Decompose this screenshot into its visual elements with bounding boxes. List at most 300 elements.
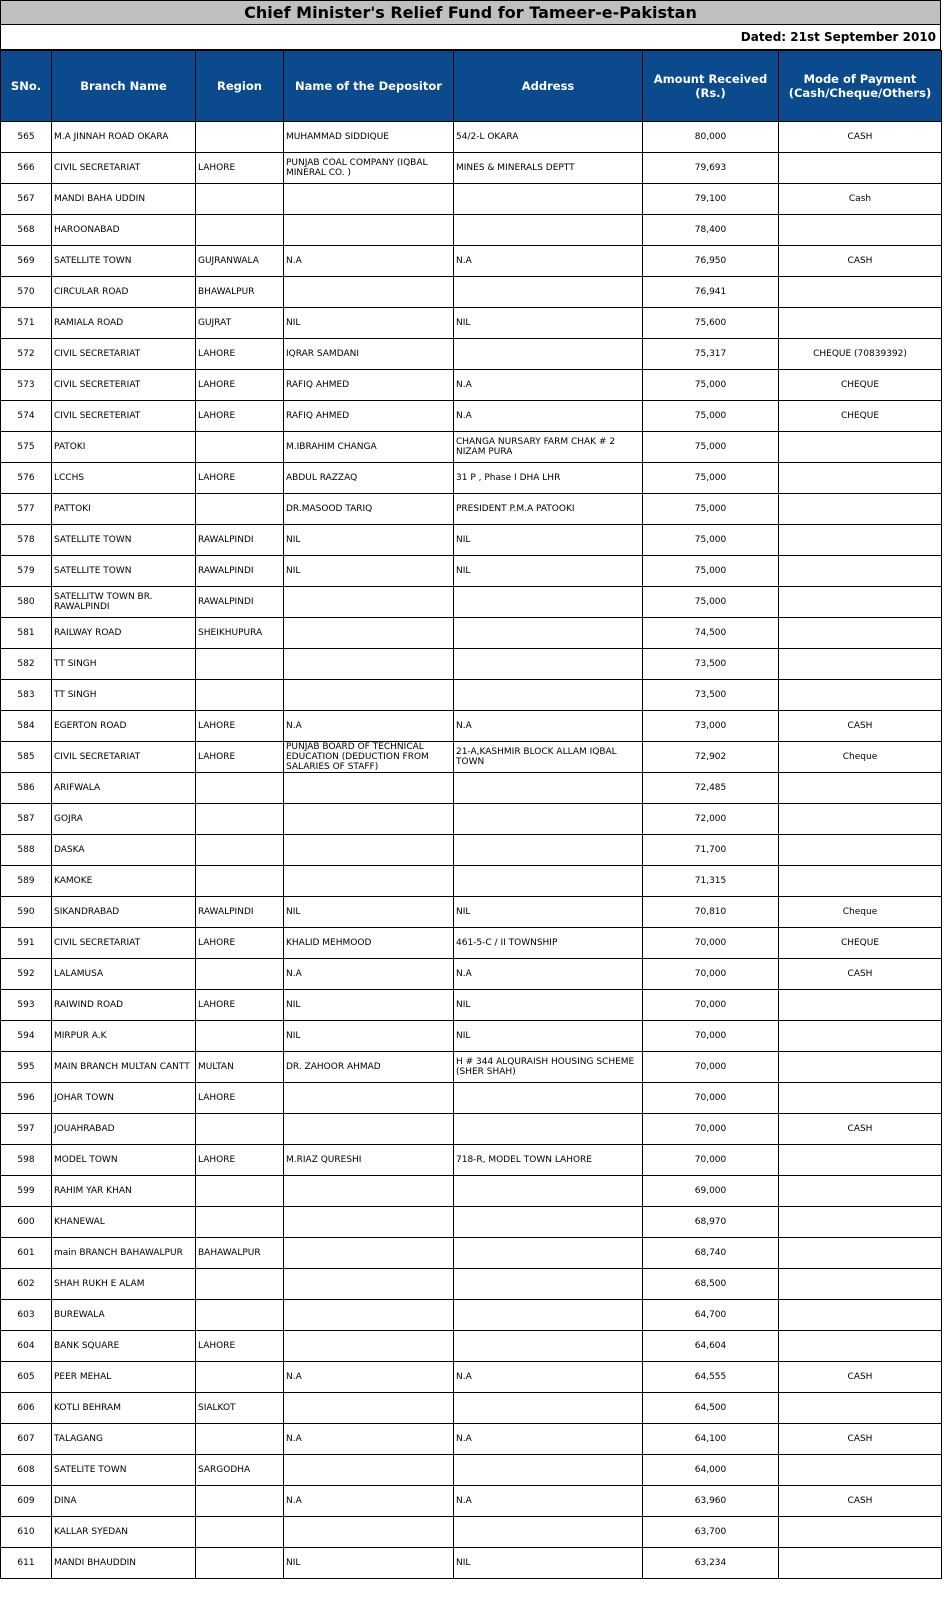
cell-depositor bbox=[284, 1176, 454, 1207]
cell-region: RAWALPINDI bbox=[196, 556, 284, 587]
cell-mode-of-payment: CHEQUE bbox=[779, 370, 942, 401]
cell-region: LAHORE bbox=[196, 928, 284, 959]
cell-amount: 70,000 bbox=[643, 1114, 779, 1145]
cell-sno: 596 bbox=[1, 1083, 52, 1114]
cell-depositor: NIL bbox=[284, 897, 454, 928]
cell-depositor: DR.MASOOD TARIQ bbox=[284, 494, 454, 525]
table-row bbox=[1, 1052, 942, 1083]
table-row bbox=[1, 1207, 942, 1238]
cell-depositor: NIL bbox=[284, 308, 454, 339]
cell-region: GUJRAT bbox=[196, 308, 284, 339]
cell-branch-name: SATELITE TOWN bbox=[52, 1455, 196, 1486]
table-row bbox=[1, 897, 942, 928]
cell-depositor bbox=[284, 866, 454, 897]
table-row bbox=[1, 1238, 942, 1269]
cell-amount: 63,960 bbox=[643, 1486, 779, 1517]
cell-depositor bbox=[284, 618, 454, 649]
table-row bbox=[1, 1176, 942, 1207]
cell-region bbox=[196, 184, 284, 215]
cell-address bbox=[454, 1176, 643, 1207]
header-address: Address bbox=[454, 51, 643, 122]
table-row bbox=[1, 680, 942, 711]
cell-sno: 609 bbox=[1, 1486, 52, 1517]
cell-branch-name: CIVIL SECRETARIAT bbox=[52, 928, 196, 959]
cell-sno: 605 bbox=[1, 1362, 52, 1393]
cell-region: LAHORE bbox=[196, 1145, 284, 1176]
cell-sno: 590 bbox=[1, 897, 52, 928]
cell-mode-of-payment bbox=[779, 587, 942, 618]
cell-mode-of-payment: CHEQUE (70839392) bbox=[779, 339, 942, 370]
cell-amount: 69,000 bbox=[643, 1176, 779, 1207]
cell-mode-of-payment: CASH bbox=[779, 1114, 942, 1145]
header-mode bbox=[779, 51, 942, 122]
table-row bbox=[1, 866, 942, 897]
cell-depositor: KHALID MEHMOOD bbox=[284, 928, 454, 959]
cell-region: SHEIKHUPURA bbox=[196, 618, 284, 649]
cell-branch-name: main BRANCH BAHAWALPUR bbox=[52, 1238, 196, 1269]
cell-amount: 76,950 bbox=[643, 246, 779, 277]
cell-region: LAHORE bbox=[196, 370, 284, 401]
cell-address bbox=[454, 1269, 643, 1300]
cell-branch-name: SATELLITW TOWN BR. RAWALPINDI bbox=[52, 587, 196, 618]
cell-mode-of-payment: CASH bbox=[779, 246, 942, 277]
cell-depositor bbox=[284, 1207, 454, 1238]
cell-region bbox=[196, 1207, 284, 1238]
cell-mode-of-payment bbox=[779, 1517, 942, 1548]
cell-depositor bbox=[284, 1083, 454, 1114]
cell-branch-name: PATTOKI bbox=[52, 494, 196, 525]
cell-branch-name: KALLAR SYEDAN bbox=[52, 1517, 196, 1548]
cell-address: 461-5-C / II TOWNSHIP bbox=[454, 928, 643, 959]
cell-address: PRESIDENT P.M.A PATOOKI bbox=[454, 494, 643, 525]
cell-sno: 594 bbox=[1, 1021, 52, 1052]
cell-amount: 70,000 bbox=[643, 959, 779, 990]
table-row bbox=[1, 432, 942, 463]
cell-depositor bbox=[284, 215, 454, 246]
cell-address bbox=[454, 1393, 643, 1424]
table-row bbox=[1, 711, 942, 742]
cell-sno: 581 bbox=[1, 618, 52, 649]
cell-depositor bbox=[284, 1455, 454, 1486]
cell-mode-of-payment bbox=[779, 1021, 942, 1052]
cell-region: BAHAWALPUR bbox=[196, 1238, 284, 1269]
cell-sno: 576 bbox=[1, 463, 52, 494]
cell-region: BHAWALPUR bbox=[196, 277, 284, 308]
cell-sno: 568 bbox=[1, 215, 52, 246]
cell-depositor bbox=[284, 277, 454, 308]
cell-region bbox=[196, 1176, 284, 1207]
cell-sno: 598 bbox=[1, 1145, 52, 1176]
cell-region: RAWALPINDI bbox=[196, 587, 284, 618]
cell-branch-name: JOHAR TOWN bbox=[52, 1083, 196, 1114]
cell-amount: 71,315 bbox=[643, 866, 779, 897]
cell-depositor: RAFIQ AHMED bbox=[284, 370, 454, 401]
table-row bbox=[1, 215, 942, 246]
cell-address: N.A bbox=[454, 711, 643, 742]
cell-depositor bbox=[284, 1331, 454, 1362]
cell-mode-of-payment: CASH bbox=[779, 1424, 942, 1455]
cell-amount: 73,000 bbox=[643, 711, 779, 742]
cell-depositor bbox=[284, 1393, 454, 1424]
table-row bbox=[1, 990, 942, 1021]
cell-mode-of-payment bbox=[779, 990, 942, 1021]
cell-region bbox=[196, 1021, 284, 1052]
cell-region: LAHORE bbox=[196, 711, 284, 742]
cell-branch-name: SATELLITE TOWN bbox=[52, 556, 196, 587]
cell-sno: 591 bbox=[1, 928, 52, 959]
table-row bbox=[1, 649, 942, 680]
cell-depositor bbox=[284, 1517, 454, 1548]
cell-region bbox=[196, 835, 284, 866]
table-row bbox=[1, 1269, 942, 1300]
cell-address bbox=[454, 1455, 643, 1486]
cell-depositor: N.A bbox=[284, 959, 454, 990]
cell-mode-of-payment bbox=[779, 1455, 942, 1486]
table-row bbox=[1, 587, 942, 618]
cell-region: LAHORE bbox=[196, 463, 284, 494]
cell-branch-name: SHAH RUKH E ALAM bbox=[52, 1269, 196, 1300]
cell-amount: 74,500 bbox=[643, 618, 779, 649]
cell-address bbox=[454, 649, 643, 680]
cell-mode-of-payment bbox=[779, 1300, 942, 1331]
cell-branch-name: CIVIL SECRETERIAT bbox=[52, 401, 196, 432]
cell-address bbox=[454, 773, 643, 804]
cell-mode-of-payment bbox=[779, 804, 942, 835]
cell-mode-of-payment bbox=[779, 1207, 942, 1238]
cell-amount: 70,000 bbox=[643, 1052, 779, 1083]
cell-mode-of-payment bbox=[779, 1393, 942, 1424]
cell-address: NIL bbox=[454, 990, 643, 1021]
cell-branch-name: LCCHS bbox=[52, 463, 196, 494]
table-row bbox=[1, 1145, 942, 1176]
cell-branch-name: CIVIL SECRETARIAT bbox=[52, 153, 196, 184]
cell-address bbox=[454, 680, 643, 711]
cell-amount: 79,100 bbox=[643, 184, 779, 215]
cell-mode-of-payment bbox=[779, 1176, 942, 1207]
cell-sno: 607 bbox=[1, 1424, 52, 1455]
cell-depositor bbox=[284, 835, 454, 866]
cell-address bbox=[454, 1517, 643, 1548]
cell-mode-of-payment: CASH bbox=[779, 1362, 942, 1393]
cell-depositor bbox=[284, 1269, 454, 1300]
cell-amount: 75,000 bbox=[643, 494, 779, 525]
cell-depositor: NIL bbox=[284, 525, 454, 556]
cell-mode-of-payment: CHEQUE bbox=[779, 928, 942, 959]
cell-mode-of-payment bbox=[779, 556, 942, 587]
cell-amount: 70,000 bbox=[643, 1021, 779, 1052]
cell-address bbox=[454, 835, 643, 866]
cell-depositor: NIL bbox=[284, 556, 454, 587]
cell-address: MINES & MINERALS DEPTT bbox=[454, 153, 643, 184]
table-row bbox=[1, 277, 942, 308]
cell-sno: 586 bbox=[1, 773, 52, 804]
cell-sno: 597 bbox=[1, 1114, 52, 1145]
cell-depositor bbox=[284, 184, 454, 215]
cell-amount: 70,810 bbox=[643, 897, 779, 928]
cell-branch-name: TT SINGH bbox=[52, 680, 196, 711]
dated-label: Dated: 21st September 2010 bbox=[740, 30, 936, 44]
cell-mode-of-payment bbox=[779, 277, 942, 308]
cell-depositor: PUNJAB COAL COMPANY (IQBAL MINERAL CO. ) bbox=[284, 153, 454, 184]
table-row bbox=[1, 1517, 942, 1548]
table-row bbox=[1, 742, 942, 773]
cell-depositor: N.A bbox=[284, 246, 454, 277]
cell-branch-name: HAROONABAD bbox=[52, 215, 196, 246]
cell-amount: 75,000 bbox=[643, 556, 779, 587]
cell-branch-name: BUREWALA bbox=[52, 1300, 196, 1331]
cell-sno: 575 bbox=[1, 432, 52, 463]
cell-region bbox=[196, 1300, 284, 1331]
cell-depositor bbox=[284, 804, 454, 835]
cell-region: LAHORE bbox=[196, 742, 284, 773]
cell-depositor: MUHAMMAD SIDDIQUE bbox=[284, 122, 454, 153]
date-bar bbox=[0, 24, 941, 50]
cell-address bbox=[454, 184, 643, 215]
cell-region: RAWALPINDI bbox=[196, 525, 284, 556]
cell-branch-name: RAIWIND ROAD bbox=[52, 990, 196, 1021]
table-row bbox=[1, 463, 942, 494]
table-header-row bbox=[1, 51, 942, 122]
cell-amount: 64,500 bbox=[643, 1393, 779, 1424]
cell-branch-name: DASKA bbox=[52, 835, 196, 866]
cell-mode-of-payment bbox=[779, 866, 942, 897]
cell-address: NIL bbox=[454, 897, 643, 928]
cell-region bbox=[196, 1362, 284, 1393]
cell-amount: 75,000 bbox=[643, 463, 779, 494]
cell-branch-name: SATELLITE TOWN bbox=[52, 525, 196, 556]
cell-address bbox=[454, 1114, 643, 1145]
cell-region: LAHORE bbox=[196, 339, 284, 370]
cell-amount: 64,604 bbox=[643, 1331, 779, 1362]
header-amount-line2: (Rs.) bbox=[695, 86, 726, 100]
table-row bbox=[1, 1300, 942, 1331]
cell-sno: 585 bbox=[1, 742, 52, 773]
cell-amount: 73,500 bbox=[643, 649, 779, 680]
cell-amount: 73,500 bbox=[643, 680, 779, 711]
cell-address bbox=[454, 277, 643, 308]
cell-sno: 573 bbox=[1, 370, 52, 401]
cell-address bbox=[454, 1238, 643, 1269]
cell-region: LAHORE bbox=[196, 1083, 284, 1114]
cell-sno: 572 bbox=[1, 339, 52, 370]
cell-amount: 75,000 bbox=[643, 401, 779, 432]
table-row bbox=[1, 525, 942, 556]
cell-address bbox=[454, 618, 643, 649]
header-mode-line2: (Cash/Cheque/Others) bbox=[788, 86, 932, 100]
cell-region bbox=[196, 804, 284, 835]
cell-branch-name: PATOKI bbox=[52, 432, 196, 463]
cell-region bbox=[196, 866, 284, 897]
cell-address: H # 344 ALQURAISH HOUSING SCHEME (SHER SHAH) bbox=[454, 1052, 643, 1083]
cell-region bbox=[196, 1114, 284, 1145]
cell-amount: 72,485 bbox=[643, 773, 779, 804]
cell-amount: 70,000 bbox=[643, 928, 779, 959]
header-depositor: Name of the Depositor bbox=[284, 51, 454, 122]
cell-sno: 603 bbox=[1, 1300, 52, 1331]
cell-depositor bbox=[284, 587, 454, 618]
cell-address bbox=[454, 866, 643, 897]
cell-depositor: N.A bbox=[284, 1486, 454, 1517]
cell-sno: 595 bbox=[1, 1052, 52, 1083]
cell-depositor bbox=[284, 1238, 454, 1269]
cell-sno: 602 bbox=[1, 1269, 52, 1300]
cell-depositor: IQRAR SAMDANI bbox=[284, 339, 454, 370]
cell-address bbox=[454, 587, 643, 618]
cell-address: 31 P , Phase I DHA LHR bbox=[454, 463, 643, 494]
cell-branch-name: TALAGANG bbox=[52, 1424, 196, 1455]
header-mode-line1: Mode of Payment bbox=[803, 72, 917, 86]
cell-region: LAHORE bbox=[196, 153, 284, 184]
cell-region bbox=[196, 1517, 284, 1548]
table-row bbox=[1, 1548, 942, 1579]
cell-amount: 75,600 bbox=[643, 308, 779, 339]
cell-sno: 610 bbox=[1, 1517, 52, 1548]
cell-branch-name: SATELLITE TOWN bbox=[52, 246, 196, 277]
cell-address: N.A bbox=[454, 246, 643, 277]
cell-amount: 70,000 bbox=[643, 1145, 779, 1176]
table-row bbox=[1, 184, 942, 215]
table-row bbox=[1, 1083, 942, 1114]
table-row bbox=[1, 246, 942, 277]
cell-address: NIL bbox=[454, 556, 643, 587]
cell-branch-name: JOUAHRABAD bbox=[52, 1114, 196, 1145]
cell-depositor bbox=[284, 773, 454, 804]
cell-amount: 76,941 bbox=[643, 277, 779, 308]
cell-mode-of-payment bbox=[779, 153, 942, 184]
cell-mode-of-payment bbox=[779, 432, 942, 463]
cell-address: NIL bbox=[454, 308, 643, 339]
table-row bbox=[1, 1424, 942, 1455]
cell-sno: 569 bbox=[1, 246, 52, 277]
cell-branch-name: CIVIL SECRETARIAT bbox=[52, 742, 196, 773]
cell-address: N.A bbox=[454, 959, 643, 990]
cell-region bbox=[196, 1486, 284, 1517]
cell-depositor: ABDUL RAZZAQ bbox=[284, 463, 454, 494]
cell-address: NIL bbox=[454, 1548, 643, 1579]
cell-region bbox=[196, 773, 284, 804]
cell-mode-of-payment: Cheque bbox=[779, 742, 942, 773]
table-row bbox=[1, 122, 942, 153]
cell-address: N.A bbox=[454, 1362, 643, 1393]
cell-sno: 600 bbox=[1, 1207, 52, 1238]
cell-mode-of-payment: CASH bbox=[779, 711, 942, 742]
cell-branch-name: TT SINGH bbox=[52, 649, 196, 680]
cell-region bbox=[196, 215, 284, 246]
cell-region: MULTAN bbox=[196, 1052, 284, 1083]
cell-amount: 70,000 bbox=[643, 1083, 779, 1114]
cell-sno: 583 bbox=[1, 680, 52, 711]
cell-amount: 63,700 bbox=[643, 1517, 779, 1548]
cell-address bbox=[454, 1331, 643, 1362]
cell-branch-name: MODEL TOWN bbox=[52, 1145, 196, 1176]
table-row bbox=[1, 153, 942, 184]
table-row bbox=[1, 556, 942, 587]
cell-address: NIL bbox=[454, 1021, 643, 1052]
cell-branch-name: LALAMUSA bbox=[52, 959, 196, 990]
table-row bbox=[1, 370, 942, 401]
cell-amount: 75,000 bbox=[643, 370, 779, 401]
cell-sno: 601 bbox=[1, 1238, 52, 1269]
cell-amount: 72,902 bbox=[643, 742, 779, 773]
cell-branch-name: SIKANDRABAD bbox=[52, 897, 196, 928]
cell-mode-of-payment: CASH bbox=[779, 1486, 942, 1517]
cell-region bbox=[196, 649, 284, 680]
cell-amount: 68,500 bbox=[643, 1269, 779, 1300]
cell-branch-name: RAHIM YAR KHAN bbox=[52, 1176, 196, 1207]
cell-sno: 592 bbox=[1, 959, 52, 990]
cell-region: GUJRANWALA bbox=[196, 246, 284, 277]
cell-amount: 75,000 bbox=[643, 525, 779, 556]
cell-sno: 574 bbox=[1, 401, 52, 432]
cell-depositor: RAFIQ AHMED bbox=[284, 401, 454, 432]
table-row bbox=[1, 959, 942, 990]
cell-region bbox=[196, 494, 284, 525]
cell-sno: 604 bbox=[1, 1331, 52, 1362]
cell-address bbox=[454, 804, 643, 835]
cell-sno: 606 bbox=[1, 1393, 52, 1424]
cell-amount: 64,555 bbox=[643, 1362, 779, 1393]
cell-branch-name: GOJRA bbox=[52, 804, 196, 835]
cell-mode-of-payment: CASH bbox=[779, 122, 942, 153]
cell-branch-name: CIVIL SECRETARIAT bbox=[52, 339, 196, 370]
cell-sno: 566 bbox=[1, 153, 52, 184]
cell-sno: 579 bbox=[1, 556, 52, 587]
table-row bbox=[1, 1114, 942, 1145]
cell-sno: 570 bbox=[1, 277, 52, 308]
header-sno: SNo. bbox=[1, 51, 52, 122]
cell-branch-name: ARIFWALA bbox=[52, 773, 196, 804]
cell-address bbox=[454, 339, 643, 370]
cell-amount: 70,000 bbox=[643, 990, 779, 1021]
cell-address: CHANGA NURSARY FARM CHAK # 2 NIZAM PURA bbox=[454, 432, 643, 463]
cell-mode-of-payment: Cheque bbox=[779, 897, 942, 928]
cell-sno: 571 bbox=[1, 308, 52, 339]
cell-depositor bbox=[284, 1300, 454, 1331]
document-title: Chief Minister's Relief Fund for Tameer-e-Pakistan bbox=[0, 0, 941, 25]
cell-depositor: DR. ZAHOOR AHMAD bbox=[284, 1052, 454, 1083]
cell-branch-name: CIVIL SECRETERIAT bbox=[52, 370, 196, 401]
cell-sno: 565 bbox=[1, 122, 52, 153]
cell-mode-of-payment bbox=[779, 525, 942, 556]
cell-depositor: N.A bbox=[284, 1424, 454, 1455]
cell-address bbox=[454, 1300, 643, 1331]
cell-amount: 64,000 bbox=[643, 1455, 779, 1486]
cell-depositor bbox=[284, 680, 454, 711]
cell-amount: 64,100 bbox=[643, 1424, 779, 1455]
cell-mode-of-payment bbox=[779, 1331, 942, 1362]
table-row bbox=[1, 835, 942, 866]
cell-address bbox=[454, 215, 643, 246]
cell-sno: 593 bbox=[1, 990, 52, 1021]
cell-amount: 63,234 bbox=[643, 1548, 779, 1579]
cell-depositor: NIL bbox=[284, 1021, 454, 1052]
cell-address: 718-R, MODEL TOWN LAHORE bbox=[454, 1145, 643, 1176]
cell-mode-of-payment bbox=[779, 680, 942, 711]
cell-amount: 80,000 bbox=[643, 122, 779, 153]
cell-address: 54/2-L OKARA bbox=[454, 122, 643, 153]
cell-amount: 64,700 bbox=[643, 1300, 779, 1331]
cell-region bbox=[196, 1424, 284, 1455]
table-row bbox=[1, 1393, 942, 1424]
cell-sno: 608 bbox=[1, 1455, 52, 1486]
cell-address bbox=[454, 1083, 643, 1114]
cell-region: LAHORE bbox=[196, 401, 284, 432]
cell-address: N.A bbox=[454, 1486, 643, 1517]
table-row bbox=[1, 339, 942, 370]
cell-region bbox=[196, 959, 284, 990]
table-body bbox=[1, 122, 942, 1579]
table-row bbox=[1, 1021, 942, 1052]
